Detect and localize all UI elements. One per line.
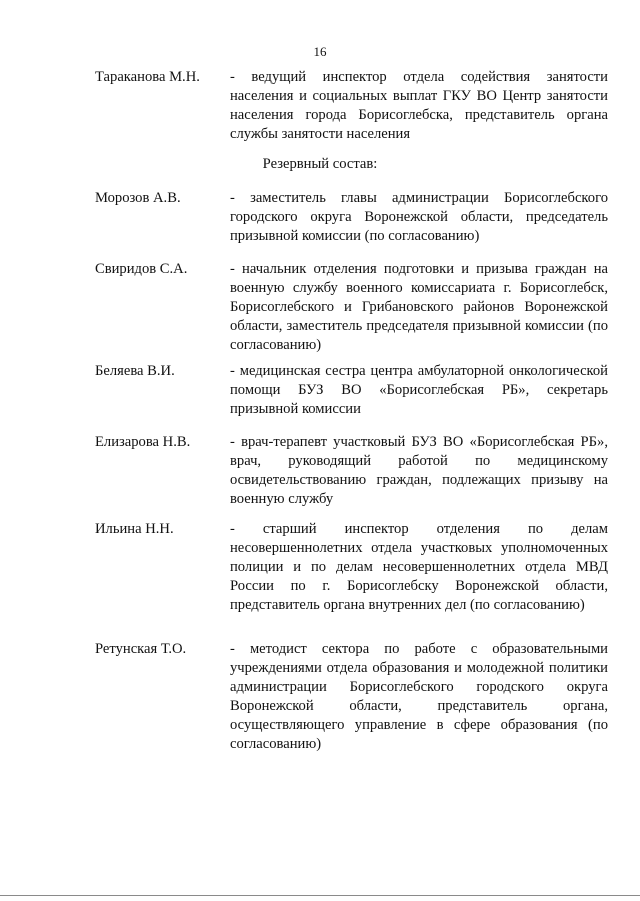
page-bottom-rule xyxy=(0,895,640,896)
member-name: Беляева В.И. xyxy=(95,363,175,379)
member-name: Ретунская Т.О. xyxy=(95,641,187,657)
member-name: Свиридов С.А. xyxy=(95,261,188,277)
member-role: - ведущий инспектор отдела содействия занятости населения и социальных выплат ГКУ ВО Центр занятости населения города Борисоглебска, представитель органа службы занятости населения xyxy=(230,69,608,142)
member-name: Ильина Н.Н. xyxy=(95,521,174,537)
member-role: - методист сектора по работе с образовательными учреждениями отдела образования и молодежной политики администрации Борисоглебского городского округа Воронежской области, представитель органа, осуществляющего управление в сфере образования (по согласованию) xyxy=(230,641,608,752)
member-role: - заместитель главы администрации Борисоглебского городского округа Воронежской области, председатель призывной комиссии (по согласованию) xyxy=(230,190,608,244)
reserve-heading: Резервный состав: xyxy=(262,156,378,172)
member-role: - старший инспектор отделения по делам несовершеннолетних отдела участковых уполномоченных полиции и по делам несовершеннолетних отдела МВД России по г. Борисоглебску Воронежской области, представитель органа внутренних дел (по согласованию) xyxy=(230,521,608,613)
member-role: - медицинская сестра центра амбулаторной онкологической помощи БУЗ ВО «Борисоглебская РБ», секретарь призывной комиссии xyxy=(230,363,608,417)
page-number: 16 xyxy=(313,44,327,59)
member-role: - начальник отделения подготовки и призыва граждан на военную службу военного комиссариата г. Борисоглебск, Борисоглебского и Грибановского районов Воронежской области, заместитель председателя призывной комиссии (по согласованию) xyxy=(230,261,608,353)
member-role: - врач-терапевт участковый БУЗ ВО «Борисоглебская РБ», врач, руководящий работой по медицинскому освидетельствованию граждан, подлежащих призыву на военную службу xyxy=(230,434,608,507)
member-name: Тараканова М.Н. xyxy=(95,69,200,85)
member-name: Елизарова Н.В. xyxy=(95,434,191,450)
member-name: Морозов А.В. xyxy=(95,190,181,206)
